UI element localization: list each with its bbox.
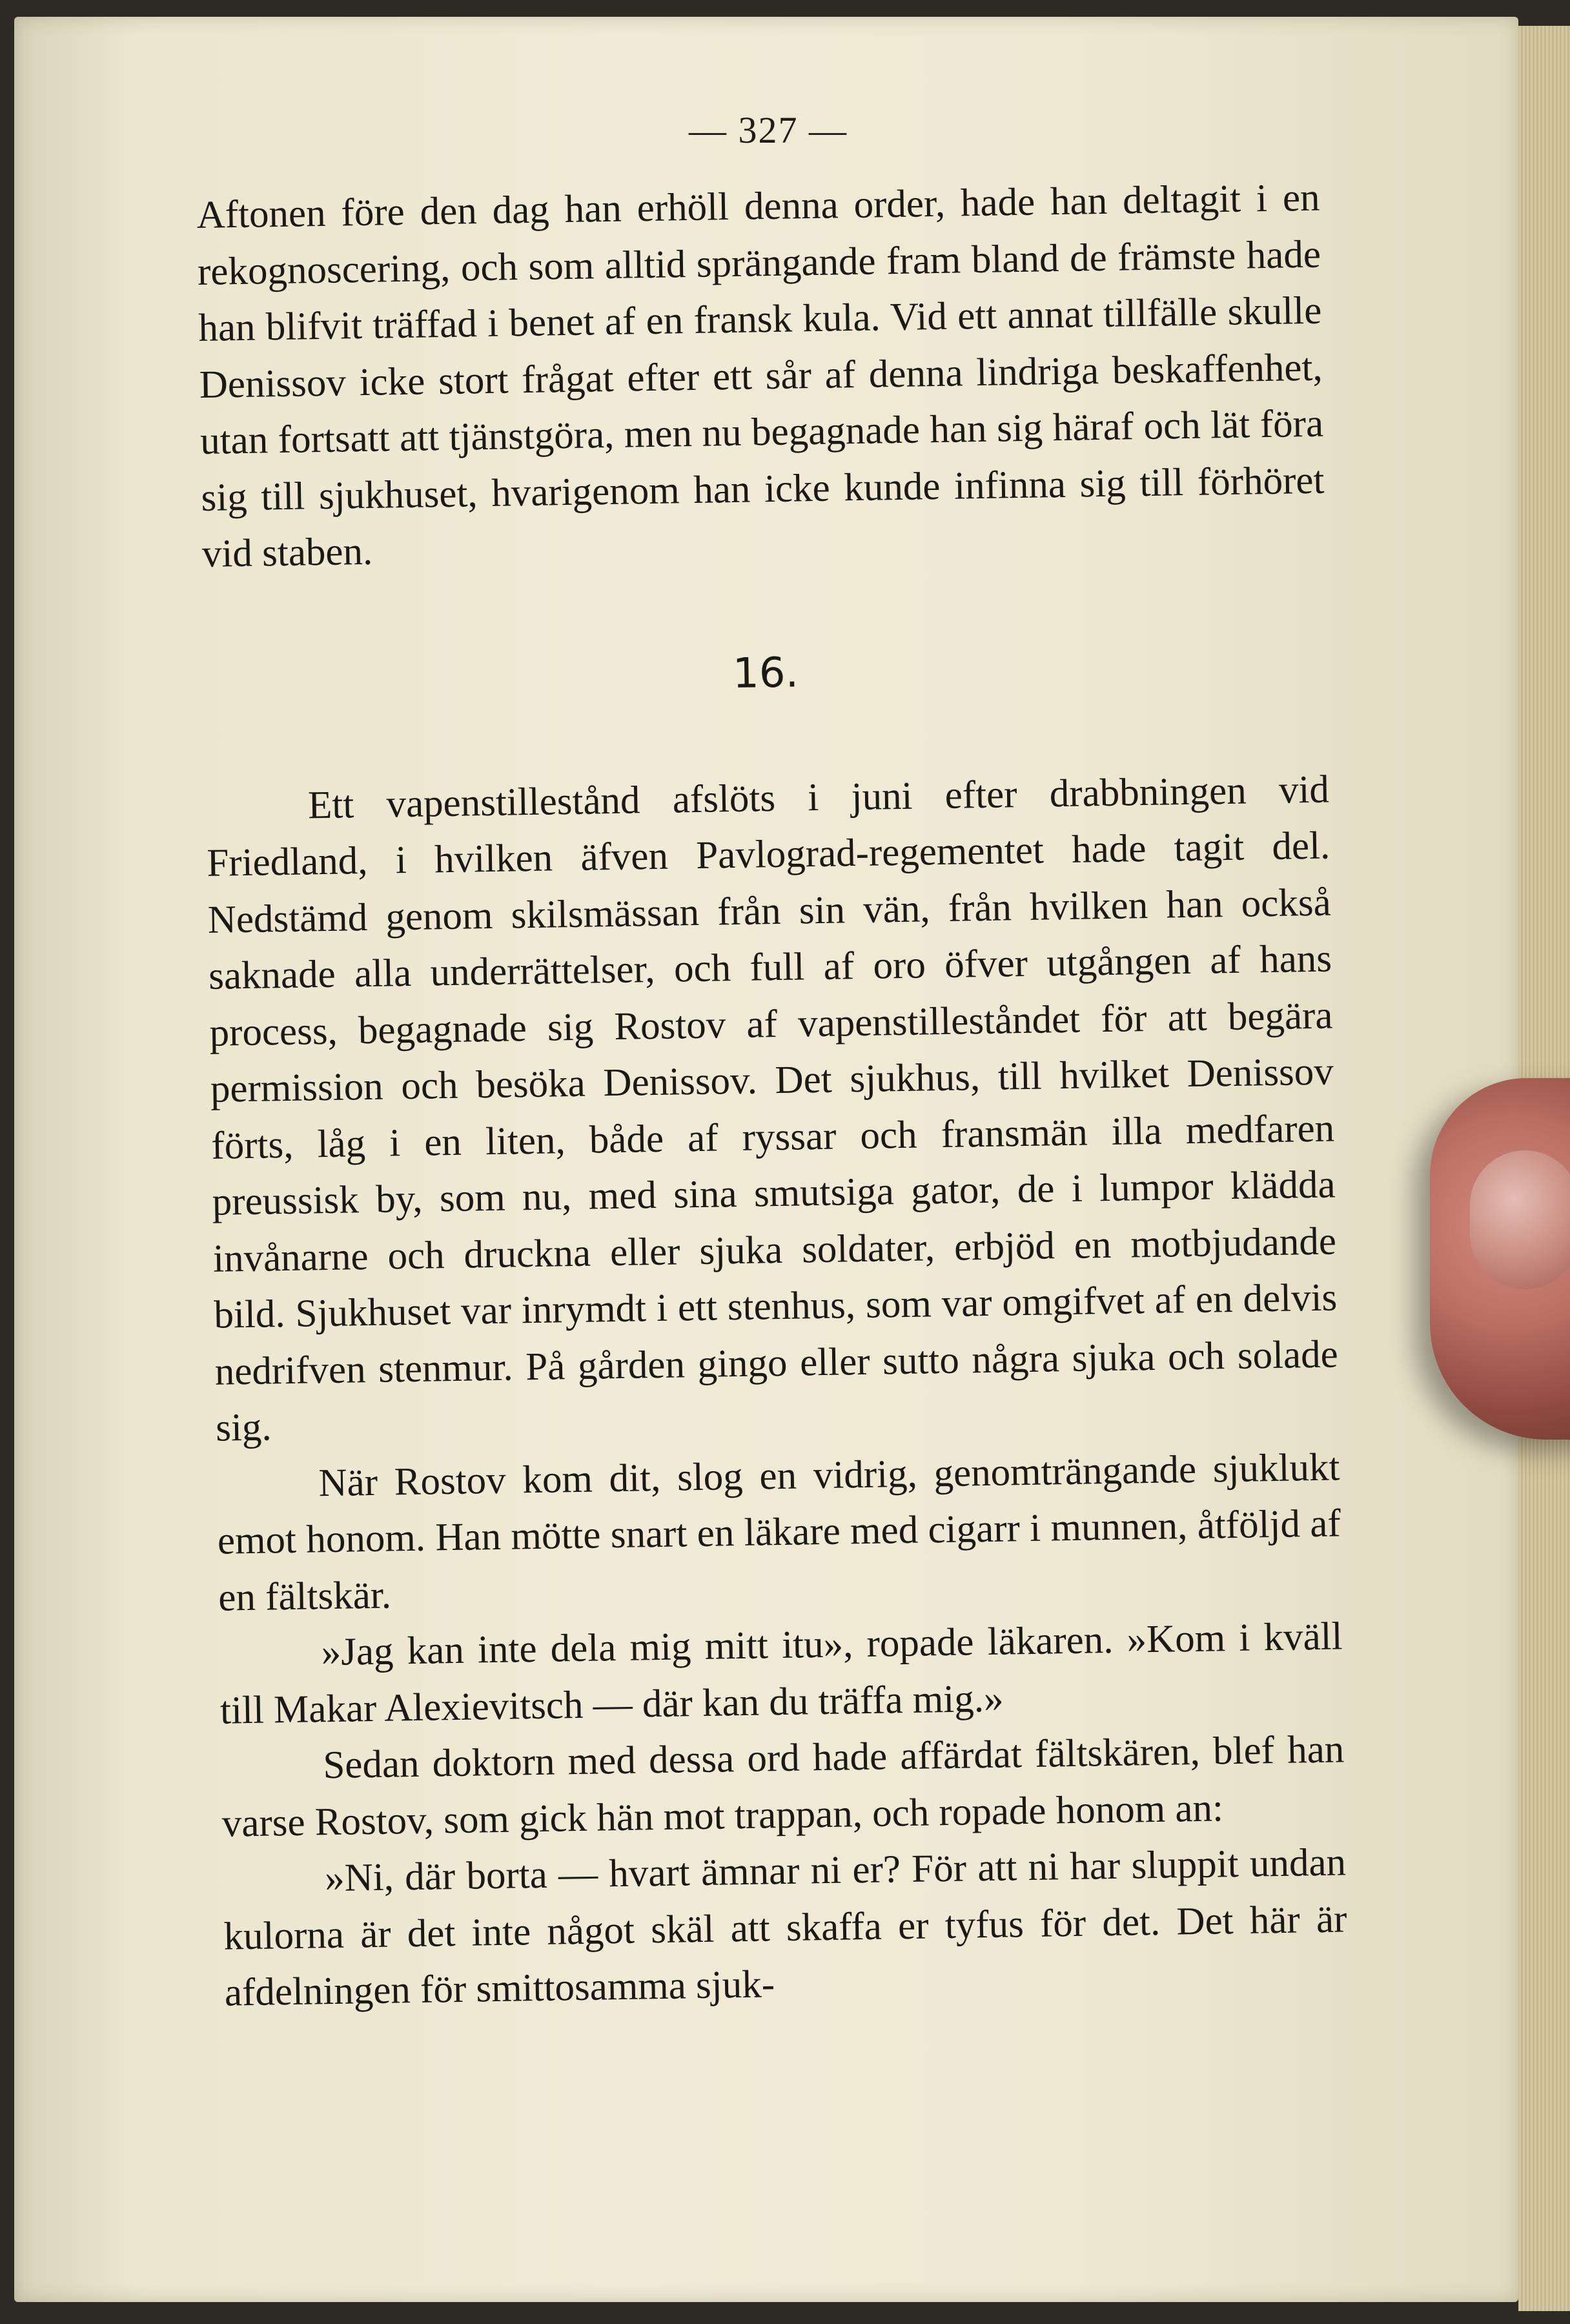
paragraph-1: Aftonen före den dag han erhöll denna order, hade han deltagit i en rekognoscering, och som alltid sprängande fram bland de främste hade han blifvit träffad i benet af en fransk kula. Vid ett annat tillfälle skulle Denissov icke stort frågat efter ett sår af denna lindriga beskaffenhet, utan fortsatt att tjänstgöra, men nu begagnade han sig häraf och lät föra sig till sjukhuset, hvarigenom han icke kunde infinna sig till förhöret vid staben. — [196, 176, 1325, 576]
paragraph-2: Ett vapenstillestånd afslöts i juni efter drabbningen vid Friedland, i hvilken äfven Pavlograd-regementet hade tagit del. Nedstämd genom skilsmässan från sin vän, från hvilken han också saknade alla underrättelser, och full af oro öfver utgången af hans process, begagnade sig Rostov af vapenstilleståndet för att begära permission och besöka Denissov. Det sjukhus, till hvilket Denissov förts, låg i en liten, både af ryssar och fransmän illa medfaren preussisk by, som nu, med sina smutsiga gator, de i lumpor klädda invånarne och druckna eller sjuka soldater, erbjöd en motbjudande bild. Sjukhuset var inrymdt i ett stenhus, som var omgifvet af en delvis nedrifven stenmur. På gården gingo eller sutto några sjuka och solade sig. — [206, 768, 1339, 1450]
page-number: — 327 — — [689, 109, 848, 151]
page-text — [196, 170, 1348, 2021]
paragraph-3: När Rostov kom dit, slog en vidrig, genomträngande sjuklukt emot honom. Han mötte snart en läkare med cigarr i munnen, åtföljd af en fältskär. — [217, 1445, 1341, 1620]
paragraph-6: »Ni, där borta — hvart ämnar ni er? För att ni har sluppit undan kulorna är det inte något skäl att skaffa er tyfus för det. Det här är afdelningen för smittosamma sjuk- — [223, 1840, 1347, 2015]
thumb — [1430, 1078, 1570, 1440]
paragraph-4: »Jag kan inte dela mig mitt itu», ropade läkaren. »Kom i kväll till Makar Alexievitsch — där kan du träffa mig.» — [219, 1615, 1343, 1733]
chapter-heading: 16. — [732, 648, 799, 698]
paragraph-5: Sedan doktorn med dessa ord hade affärdat fältskären, blef han varse Rostov, som gick hän mot trappan, och ropade honom an: — [221, 1728, 1345, 1846]
